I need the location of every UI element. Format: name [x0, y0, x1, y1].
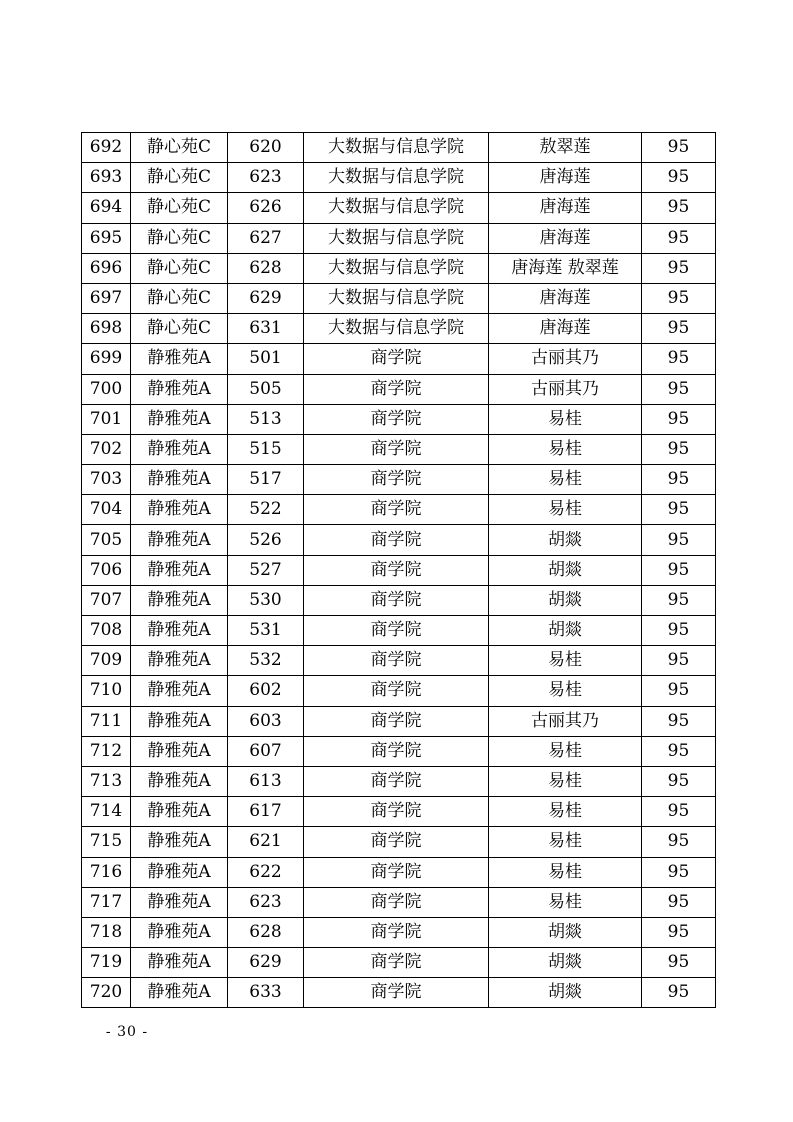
row-number-cell: 707 [82, 585, 131, 615]
score-cell: 95 [642, 133, 716, 163]
room-cell: 613 [228, 766, 304, 796]
score-cell: 95 [642, 646, 716, 676]
score-cell: 95 [642, 253, 716, 283]
instructor-cell: 胡燚 [489, 978, 642, 1008]
room-cell: 527 [228, 555, 304, 585]
score-cell: 95 [642, 887, 716, 917]
instructor-cell: 易桂 [489, 676, 642, 706]
table-row [82, 344, 716, 374]
building-cell: 静雅苑A [131, 797, 228, 827]
instructor-cell: 易桂 [489, 465, 642, 495]
room-cell: 628 [228, 253, 304, 283]
row-number-cell: 699 [82, 344, 131, 374]
college-cell: 商学院 [304, 434, 489, 464]
building-cell: 静雅苑A [131, 555, 228, 585]
room-cell: 631 [228, 314, 304, 344]
row-number-cell: 713 [82, 766, 131, 796]
instructor-cell: 古丽其乃 [489, 344, 642, 374]
instructor-cell: 敖翠莲 [489, 133, 642, 163]
instructor-cell: 胡燚 [489, 585, 642, 615]
score-cell: 95 [642, 857, 716, 887]
room-cell: 627 [228, 223, 304, 253]
building-cell: 静雅苑A [131, 978, 228, 1008]
instructor-cell: 易桂 [489, 827, 642, 857]
table-row [82, 797, 716, 827]
score-cell: 95 [642, 434, 716, 464]
table-body [82, 133, 716, 1008]
building-cell: 静雅苑A [131, 374, 228, 404]
table-row [82, 193, 716, 223]
row-number-cell: 698 [82, 314, 131, 344]
table-row [82, 404, 716, 434]
row-number-cell: 702 [82, 434, 131, 464]
table-row [82, 133, 716, 163]
row-number-cell: 694 [82, 193, 131, 223]
instructor-cell: 古丽其乃 [489, 706, 642, 736]
college-cell: 商学院 [304, 585, 489, 615]
table-row [82, 283, 716, 313]
building-cell: 静雅苑A [131, 706, 228, 736]
room-cell: 530 [228, 585, 304, 615]
table-row [82, 676, 716, 706]
college-cell: 大数据与信息学院 [304, 133, 489, 163]
instructor-cell: 易桂 [489, 404, 642, 434]
room-cell: 629 [228, 948, 304, 978]
room-cell: 526 [228, 525, 304, 555]
instructor-cell: 胡燚 [489, 616, 642, 646]
room-cell: 633 [228, 978, 304, 1008]
instructor-cell: 易桂 [489, 766, 642, 796]
row-number-cell: 717 [82, 887, 131, 917]
college-cell: 商学院 [304, 766, 489, 796]
instructor-cell: 易桂 [489, 434, 642, 464]
score-cell: 95 [642, 978, 716, 1008]
college-cell: 商学院 [304, 646, 489, 676]
building-cell: 静雅苑A [131, 344, 228, 374]
room-cell: 603 [228, 706, 304, 736]
row-number-cell: 701 [82, 404, 131, 434]
row-number-cell: 705 [82, 525, 131, 555]
college-cell: 商学院 [304, 978, 489, 1008]
score-cell: 95 [642, 616, 716, 646]
row-number-cell: 697 [82, 283, 131, 313]
instructor-cell: 胡燚 [489, 525, 642, 555]
room-cell: 628 [228, 917, 304, 947]
table-row [82, 766, 716, 796]
row-number-cell: 695 [82, 223, 131, 253]
row-number-cell: 720 [82, 978, 131, 1008]
room-cell: 622 [228, 857, 304, 887]
row-number-cell: 704 [82, 495, 131, 525]
score-cell: 95 [642, 555, 716, 585]
room-cell: 505 [228, 374, 304, 404]
room-cell: 501 [228, 344, 304, 374]
building-cell: 静雅苑A [131, 766, 228, 796]
row-number-cell: 696 [82, 253, 131, 283]
room-cell: 623 [228, 163, 304, 193]
college-cell: 商学院 [304, 465, 489, 495]
table-row [82, 163, 716, 193]
room-cell: 629 [228, 283, 304, 313]
building-cell: 静雅苑A [131, 887, 228, 917]
room-cell: 531 [228, 616, 304, 646]
row-number-cell: 692 [82, 133, 131, 163]
table-row [82, 223, 716, 253]
row-number-cell: 715 [82, 827, 131, 857]
table-row [82, 374, 716, 404]
score-cell: 95 [642, 163, 716, 193]
instructor-cell: 易桂 [489, 797, 642, 827]
building-cell: 静雅苑A [131, 646, 228, 676]
building-cell: 静雅苑A [131, 434, 228, 464]
row-number-cell: 709 [82, 646, 131, 676]
building-cell: 静心苑C [131, 314, 228, 344]
college-cell: 商学院 [304, 616, 489, 646]
instructor-cell: 唐海莲 敖翠莲 [489, 253, 642, 283]
table-row [82, 555, 716, 585]
table-row [82, 434, 716, 464]
college-cell: 商学院 [304, 344, 489, 374]
building-cell: 静心苑C [131, 223, 228, 253]
building-cell: 静雅苑A [131, 465, 228, 495]
college-cell: 商学院 [304, 797, 489, 827]
score-cell: 95 [642, 223, 716, 253]
score-cell: 95 [642, 827, 716, 857]
table-row [82, 495, 716, 525]
building-cell: 静心苑C [131, 133, 228, 163]
room-cell: 623 [228, 887, 304, 917]
score-cell: 95 [642, 948, 716, 978]
row-number-cell: 712 [82, 736, 131, 766]
table-row [82, 616, 716, 646]
table-row [82, 978, 716, 1008]
score-cell: 95 [642, 344, 716, 374]
table-row [82, 253, 716, 283]
table-row [82, 736, 716, 766]
building-cell: 静心苑C [131, 283, 228, 313]
room-cell: 513 [228, 404, 304, 434]
room-cell: 517 [228, 465, 304, 495]
score-cell: 95 [642, 404, 716, 434]
table-row [82, 948, 716, 978]
row-number-cell: 711 [82, 706, 131, 736]
room-cell: 515 [228, 434, 304, 464]
room-cell: 626 [228, 193, 304, 223]
building-cell: 静雅苑A [131, 495, 228, 525]
college-cell: 商学院 [304, 736, 489, 766]
table-row [82, 585, 716, 615]
college-cell: 大数据与信息学院 [304, 283, 489, 313]
building-cell: 静雅苑A [131, 948, 228, 978]
score-cell: 95 [642, 374, 716, 404]
row-number-cell: 700 [82, 374, 131, 404]
college-cell: 商学院 [304, 917, 489, 947]
building-cell: 静雅苑A [131, 525, 228, 555]
score-cell: 95 [642, 314, 716, 344]
table-row [82, 525, 716, 555]
instructor-cell: 唐海莲 [489, 163, 642, 193]
table-row [82, 827, 716, 857]
building-cell: 静雅苑A [131, 857, 228, 887]
dormitory-score-table [81, 132, 716, 1008]
building-cell: 静雅苑A [131, 616, 228, 646]
row-number-cell: 710 [82, 676, 131, 706]
college-cell: 商学院 [304, 827, 489, 857]
page-number: - 30 - [105, 1024, 149, 1040]
score-cell: 95 [642, 706, 716, 736]
building-cell: 静雅苑A [131, 827, 228, 857]
instructor-cell: 古丽其乃 [489, 374, 642, 404]
score-cell: 95 [642, 676, 716, 706]
score-cell: 95 [642, 525, 716, 555]
row-number-cell: 708 [82, 616, 131, 646]
row-number-cell: 719 [82, 948, 131, 978]
instructor-cell: 唐海莲 [489, 283, 642, 313]
building-cell: 静心苑C [131, 163, 228, 193]
college-cell: 商学院 [304, 706, 489, 736]
table-row [82, 646, 716, 676]
college-cell: 商学院 [304, 525, 489, 555]
building-cell: 静心苑C [131, 253, 228, 283]
score-cell: 95 [642, 585, 716, 615]
score-cell: 95 [642, 797, 716, 827]
table-row [82, 857, 716, 887]
table-row [82, 917, 716, 947]
room-cell: 620 [228, 133, 304, 163]
college-cell: 商学院 [304, 555, 489, 585]
instructor-cell: 胡燚 [489, 555, 642, 585]
college-cell: 商学院 [304, 887, 489, 917]
instructor-cell: 唐海莲 [489, 223, 642, 253]
room-cell: 621 [228, 827, 304, 857]
score-cell: 95 [642, 283, 716, 313]
instructor-cell: 易桂 [489, 646, 642, 676]
building-cell: 静雅苑A [131, 585, 228, 615]
room-cell: 532 [228, 646, 304, 676]
building-cell: 静雅苑A [131, 404, 228, 434]
college-cell: 商学院 [304, 948, 489, 978]
room-cell: 522 [228, 495, 304, 525]
instructor-cell: 唐海莲 [489, 314, 642, 344]
college-cell: 商学院 [304, 676, 489, 706]
building-cell: 静雅苑A [131, 736, 228, 766]
score-cell: 95 [642, 917, 716, 947]
score-cell: 95 [642, 465, 716, 495]
row-number-cell: 718 [82, 917, 131, 947]
score-cell: 95 [642, 766, 716, 796]
room-cell: 607 [228, 736, 304, 766]
instructor-cell: 易桂 [489, 736, 642, 766]
college-cell: 大数据与信息学院 [304, 193, 489, 223]
row-number-cell: 716 [82, 857, 131, 887]
score-cell: 95 [642, 495, 716, 525]
row-number-cell: 703 [82, 465, 131, 495]
instructor-cell: 易桂 [489, 857, 642, 887]
row-number-cell: 714 [82, 797, 131, 827]
table-row [82, 887, 716, 917]
room-cell: 617 [228, 797, 304, 827]
college-cell: 大数据与信息学院 [304, 253, 489, 283]
college-cell: 商学院 [304, 404, 489, 434]
room-cell: 602 [228, 676, 304, 706]
college-cell: 商学院 [304, 857, 489, 887]
college-cell: 大数据与信息学院 [304, 163, 489, 193]
college-cell: 大数据与信息学院 [304, 223, 489, 253]
college-cell: 大数据与信息学院 [304, 314, 489, 344]
college-cell: 商学院 [304, 374, 489, 404]
building-cell: 静心苑C [131, 193, 228, 223]
college-cell: 商学院 [304, 495, 489, 525]
row-number-cell: 706 [82, 555, 131, 585]
instructor-cell: 胡燚 [489, 917, 642, 947]
instructor-cell: 胡燚 [489, 948, 642, 978]
row-number-cell: 693 [82, 163, 131, 193]
instructor-cell: 易桂 [489, 887, 642, 917]
table-row [82, 314, 716, 344]
table-row [82, 465, 716, 495]
table-row [82, 706, 716, 736]
instructor-cell: 唐海莲 [489, 193, 642, 223]
score-cell: 95 [642, 193, 716, 223]
building-cell: 静雅苑A [131, 676, 228, 706]
instructor-cell: 易桂 [489, 495, 642, 525]
building-cell: 静雅苑A [131, 917, 228, 947]
score-cell: 95 [642, 736, 716, 766]
